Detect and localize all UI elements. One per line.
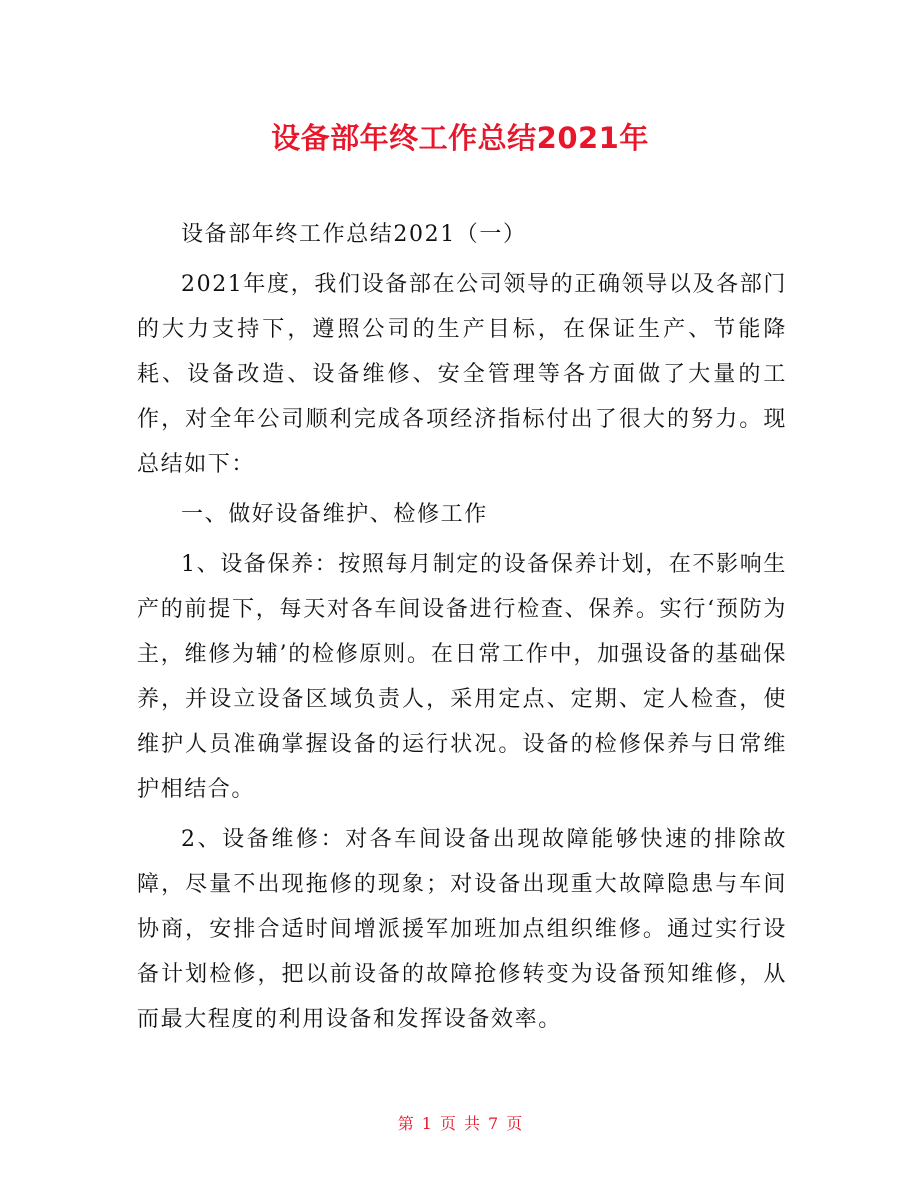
footer-total-prefix: 共 — [464, 1114, 481, 1133]
section-heading: 设备部年终工作总结2021（一） — [181, 222, 527, 247]
footer-suffix: 页 — [506, 1114, 523, 1133]
footer-prefix: 第 — [397, 1114, 414, 1133]
subsection-heading: 一、做好设备维护、检修工作 — [181, 502, 488, 527]
repair-paragraph: 2、设备维修：对各车间设备出现故障能够快速的排除故障，尽量不出现拖修的现象；对设备出现重大故障隐患与车间协商，安排合适时间增派援军加班加点组织维修。通过实行设备计划检修，把以前设备的故障抢修转变为设备预知维修，从而最大程度的利用设备和发挥设备效率。 — [137, 827, 787, 1032]
page-footer — [0, 1112, 920, 1136]
document-body — [137, 212, 787, 1042]
current-page-number: 1 — [421, 1114, 432, 1133]
intro-paragraph: 2021年度，我们设备部在公司领导的正确领导以及各部门的大力支持下，遵照公司的生产目标，在保证生产、节能降耗、设备改造、设备维修、安全管理等各方面做了大量的工作，对全年公司顺利完成各项经济指标付出了很大的努力。现总结如下： — [137, 272, 787, 477]
footer-page-word: 页 — [439, 1114, 456, 1133]
maintenance-paragraph: 1、设备保养：按照每月制定的设备保养计划，在不影响生产的前提下，每天对各车间设备进行检查、保养。实行‘预防为主，维修为辅’的检修原则。在日常工作中，加强设备的基础保养，并设立设备区域负责人，采用定点、定期、定人检查，使维护人员准确掌握设备的运行状况。设备的检修保养与日常维护相结合。 — [137, 552, 787, 802]
total-pages-number: 7 — [488, 1114, 499, 1133]
document-title: 设备部年终工作总结2021年 — [271, 121, 649, 155]
